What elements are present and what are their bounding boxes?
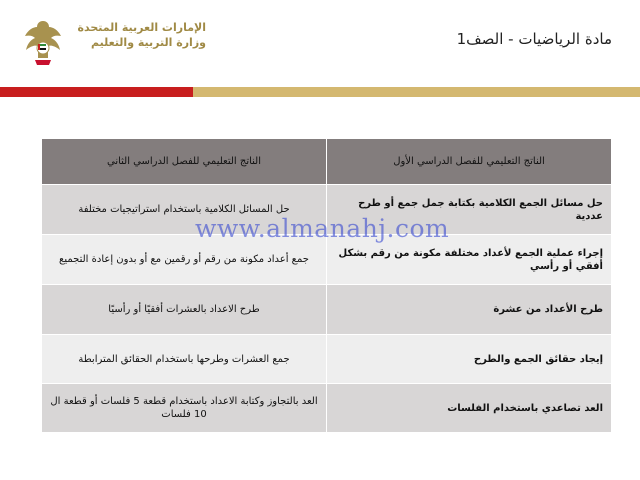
- uae-emblem-logo: [22, 18, 64, 68]
- header-band-gold: [193, 87, 640, 97]
- ministry-line-1: الإمارات العربية المتحدة: [77, 21, 206, 34]
- ministry-line-2: وزارة التربية والتعليم: [91, 36, 206, 49]
- table-row: [42, 285, 612, 335]
- header-band-red: [0, 87, 193, 97]
- table-header-row: [42, 139, 612, 185]
- semester-1-outcome: حل مسائل الجمع الكلامية بكتابة جمل جمع أو طرح عددية: [327, 185, 612, 235]
- semester-1-outcome: العد تصاعدي باستخدام الفلسات: [327, 384, 612, 433]
- semester-1-outcome: طرح الأعداد من عشرة: [327, 285, 612, 335]
- semester-1-outcome: إيجاد حقائق الجمع والطرح: [327, 335, 612, 384]
- semester-2-outcome: طرح الاعداد بالعشرات أفقيًا أو رأسيًا: [42, 285, 327, 335]
- ministry-name: [66, 20, 206, 50]
- semester-2-outcome: جمع العشرات وطرحها باستخدام الحقائق المترابطة: [42, 335, 327, 384]
- header-semester-2: الناتج التعليمي للفصل الدراسي الثاني: [42, 139, 327, 185]
- watermark: www.almanahj.com: [195, 214, 450, 243]
- semester-2-outcome: حل المسائل الكلامية باستخدام استراتيجيات مختلفة: [42, 185, 327, 235]
- learning-outcomes-table: [41, 138, 612, 433]
- table-row: [42, 335, 612, 384]
- semester-1-outcome: إجراء عملية الجمع لأعداد مختلفة مكونة من رقم بشكل أفقي أو رأسي: [327, 235, 612, 285]
- header-semester-1: الناتج التعليمي للفصل الدراسي الأول: [327, 139, 612, 185]
- table-row: [42, 384, 612, 433]
- page-title: مادة الرياضيات - الصف1: [456, 30, 612, 48]
- semester-2-outcome: العد بالتجاوز وكتابة الاعداد باستخدام قطعة 5 فلسات أو قطعة ال 10 فلسات: [42, 384, 327, 433]
- semester-2-outcome: جمع أعداد مكونة من رقم أو رقمين مع أو بدون إعادة التجميع: [42, 235, 327, 285]
